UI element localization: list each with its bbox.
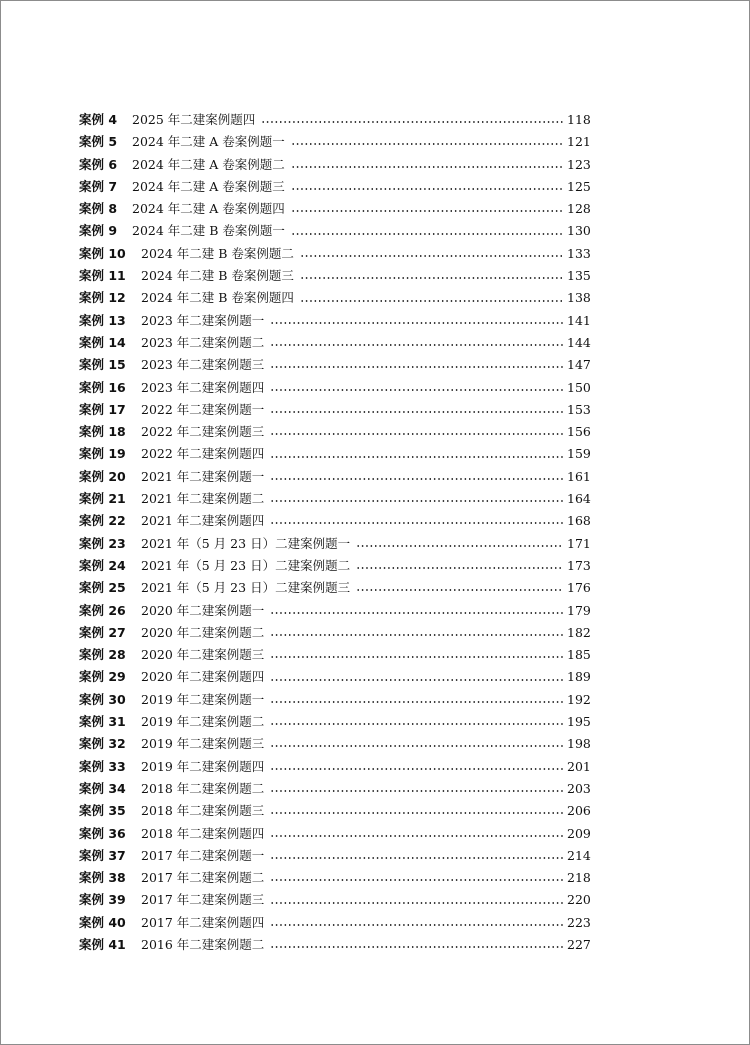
case-number: 案例 23 <box>79 535 126 551</box>
page-number: 159 <box>567 446 591 462</box>
page-number: 227 <box>567 936 591 952</box>
toc-entry[interactable] <box>79 666 589 688</box>
case-number: 案例 18 <box>79 424 126 440</box>
case-number: 案例 26 <box>79 602 126 618</box>
case-title: 2016 年二建案例题二 <box>141 936 265 952</box>
page-number: 123 <box>567 156 591 172</box>
page-number: 144 <box>567 334 591 350</box>
case-title: 2020 年二建案例题二 <box>141 624 265 640</box>
case-number: 案例 12 <box>79 290 126 306</box>
case-title: 2020 年二建案例题四 <box>141 669 265 685</box>
dot-leader <box>270 522 563 524</box>
dot-leader <box>270 879 563 881</box>
dot-leader <box>356 589 563 591</box>
case-number: 案例 32 <box>79 736 126 752</box>
dot-leader <box>270 768 563 770</box>
case-title: 2021 年（5 月 23 日）二建案例题一 <box>141 535 351 551</box>
dot-leader <box>291 233 563 235</box>
page-number: 168 <box>567 513 591 529</box>
case-title: 2019 年二建案例题四 <box>141 758 265 774</box>
case-number: 案例 34 <box>79 780 126 796</box>
case-number: 案例 38 <box>79 870 126 886</box>
case-title: 2023 年二建案例题一 <box>141 312 265 328</box>
page-number: 164 <box>567 491 591 507</box>
toc-entry[interactable] <box>79 533 589 555</box>
case-number: 案例 9 <box>79 223 118 239</box>
page-number: 173 <box>567 557 591 573</box>
toc-entry[interactable] <box>79 823 589 845</box>
page-number: 141 <box>567 312 591 328</box>
case-title: 2019 年二建案例题一 <box>141 691 265 707</box>
case-title: 2017 年二建案例题二 <box>141 870 265 886</box>
dot-leader <box>270 366 563 368</box>
page-number: 195 <box>567 714 591 730</box>
case-title: 2017 年二建案例题四 <box>141 914 265 930</box>
case-title: 2019 年二建案例题三 <box>141 736 265 752</box>
toc-entry[interactable] <box>79 131 589 153</box>
case-number: 案例 27 <box>79 624 126 640</box>
case-number: 案例 41 <box>79 936 126 952</box>
toc-entry[interactable] <box>79 600 589 622</box>
page-number: 214 <box>567 847 591 863</box>
toc-entry[interactable] <box>79 622 589 644</box>
toc-entry[interactable] <box>79 867 589 889</box>
page-number: 220 <box>567 892 591 908</box>
toc-entry[interactable] <box>79 399 589 421</box>
toc-entry[interactable] <box>79 377 589 399</box>
toc-entry[interactable] <box>79 354 589 376</box>
page-number: 125 <box>567 178 591 194</box>
dot-leader <box>270 723 563 725</box>
case-title: 2021 年二建案例题二 <box>141 491 265 507</box>
page-number: 203 <box>567 780 591 796</box>
page-number: 121 <box>567 134 591 150</box>
dot-leader <box>291 188 563 190</box>
case-number: 案例 5 <box>79 134 118 150</box>
page-number: 185 <box>567 647 591 663</box>
page-number: 161 <box>567 468 591 484</box>
page-number: 150 <box>567 379 591 395</box>
case-title: 2023 年二建案例题二 <box>141 334 265 350</box>
case-title: 2021 年二建案例题四 <box>141 513 265 529</box>
dot-leader <box>270 701 563 703</box>
case-title: 2023 年二建案例题三 <box>141 357 265 373</box>
case-title: 2024 年二建 A 卷案例题三 <box>132 178 285 194</box>
dot-leader <box>291 143 563 145</box>
toc-entry[interactable] <box>79 243 589 265</box>
case-title: 2022 年二建案例题三 <box>141 424 265 440</box>
toc-entry[interactable] <box>79 845 589 867</box>
dot-leader <box>270 946 563 948</box>
page-number: 189 <box>567 669 591 685</box>
toc-entry[interactable] <box>79 800 589 822</box>
case-number: 案例 28 <box>79 647 126 663</box>
case-title: 2021 年二建案例题一 <box>141 468 265 484</box>
case-number: 案例 4 <box>79 112 118 127</box>
page-number: 153 <box>567 401 591 417</box>
dot-leader <box>270 500 563 502</box>
page-number: 182 <box>567 624 591 640</box>
page-number: 147 <box>567 357 591 373</box>
case-title: 2018 年二建案例题三 <box>141 803 265 819</box>
dot-leader <box>270 344 563 346</box>
dot-leader <box>270 433 563 435</box>
dot-leader <box>270 478 563 480</box>
case-number: 案例 6 <box>79 156 118 172</box>
page-number: 128 <box>567 201 591 217</box>
page-number: 201 <box>567 758 591 774</box>
toc-entry[interactable] <box>79 198 589 220</box>
case-title: 2017 年二建案例题三 <box>141 892 265 908</box>
page-number: 138 <box>567 290 591 306</box>
case-title: 2020 年二建案例题一 <box>141 602 265 618</box>
dot-leader <box>300 300 563 302</box>
page-number: 135 <box>567 268 591 284</box>
case-number: 案例 8 <box>79 201 118 217</box>
toc-entry[interactable] <box>79 555 589 577</box>
toc-entry[interactable] <box>79 934 589 956</box>
dot-leader <box>270 679 563 681</box>
case-title: 2021 年（5 月 23 日）二建案例题三 <box>141 580 351 596</box>
page-number: 156 <box>567 424 591 440</box>
toc-entry[interactable] <box>79 443 589 465</box>
dot-leader <box>270 456 563 458</box>
case-number: 案例 17 <box>79 401 126 417</box>
dot-leader <box>270 634 563 636</box>
case-number: 案例 22 <box>79 513 126 529</box>
case-number: 案例 30 <box>79 691 126 707</box>
toc-entry[interactable] <box>79 421 589 443</box>
case-title: 2023 年二建案例题四 <box>141 379 265 395</box>
dot-leader <box>270 790 563 792</box>
page-number: 209 <box>567 825 591 841</box>
toc-entry[interactable] <box>79 310 589 332</box>
case-title: 2018 年二建案例题四 <box>141 825 265 841</box>
case-title: 2024 年二建 A 卷案例题二 <box>132 156 285 172</box>
page-number: 218 <box>567 870 591 886</box>
case-title: 2024 年二建 B 卷案例题三 <box>141 268 294 284</box>
page-number: 192 <box>567 691 591 707</box>
case-number: 案例 10 <box>79 245 126 261</box>
dot-leader <box>291 166 563 168</box>
case-number: 案例 19 <box>79 446 126 462</box>
case-title: 2025 年二建案例题四 <box>132 112 256 127</box>
toc-entry[interactable] <box>79 756 589 778</box>
case-number: 案例 37 <box>79 847 126 863</box>
case-title: 2018 年二建案例题二 <box>141 780 265 796</box>
case-number: 案例 13 <box>79 312 126 328</box>
page-number: 179 <box>567 602 591 618</box>
dot-leader <box>270 857 563 859</box>
case-title: 2024 年二建 B 卷案例题四 <box>141 290 294 306</box>
toc-entry[interactable] <box>79 265 589 287</box>
case-number: 案例 7 <box>79 178 118 194</box>
case-number: 案例 21 <box>79 491 126 507</box>
case-title: 2022 年二建案例题四 <box>141 446 265 462</box>
case-number: 案例 31 <box>79 714 126 730</box>
toc-entry[interactable] <box>79 176 589 198</box>
case-number: 案例 24 <box>79 557 126 573</box>
toc-entry[interactable] <box>79 711 589 733</box>
case-title: 2024 年二建 A 卷案例题四 <box>132 201 285 217</box>
table-of-contents <box>79 109 589 956</box>
dot-leader <box>270 812 563 814</box>
toc-entry[interactable] <box>79 488 589 510</box>
page-number: 223 <box>567 914 591 930</box>
case-number: 案例 15 <box>79 357 126 373</box>
toc-entry[interactable] <box>79 109 589 131</box>
dot-leader <box>291 210 563 212</box>
toc-entry[interactable] <box>79 287 589 309</box>
case-title: 2024 年二建 B 卷案例题二 <box>141 245 294 261</box>
case-number: 案例 14 <box>79 334 126 350</box>
dot-leader <box>300 277 563 279</box>
toc-entry[interactable] <box>79 220 589 242</box>
toc-entry[interactable] <box>79 689 589 711</box>
dot-leader <box>270 656 563 658</box>
dot-leader <box>270 389 563 391</box>
page-number: 198 <box>567 736 591 752</box>
dot-leader <box>270 322 563 324</box>
dot-leader <box>356 545 563 547</box>
case-number: 案例 33 <box>79 758 126 774</box>
toc-entry[interactable] <box>79 889 589 911</box>
case-number: 案例 40 <box>79 914 126 930</box>
toc-entry[interactable] <box>79 912 589 934</box>
toc-entry[interactable] <box>79 577 589 599</box>
dot-leader <box>270 835 563 837</box>
toc-entry[interactable] <box>79 644 589 666</box>
case-number: 案例 25 <box>79 580 126 596</box>
page-number: 171 <box>567 535 591 551</box>
case-title: 2024 年二建 B 卷案例题一 <box>132 223 285 239</box>
case-number: 案例 36 <box>79 825 126 841</box>
page-number: 130 <box>567 223 591 239</box>
case-title: 2024 年二建 A 卷案例题一 <box>132 134 285 150</box>
dot-leader <box>270 902 563 904</box>
case-number: 案例 11 <box>79 268 126 284</box>
case-title: 2021 年（5 月 23 日）二建案例题二 <box>141 557 351 573</box>
case-number: 案例 29 <box>79 669 126 685</box>
dot-leader <box>300 255 563 257</box>
case-number: 案例 16 <box>79 379 126 395</box>
dot-leader <box>261 121 563 123</box>
case-title: 2017 年二建案例题一 <box>141 847 265 863</box>
toc-entry[interactable] <box>79 733 589 755</box>
dot-leader <box>270 924 563 926</box>
case-title: 2022 年二建案例题一 <box>141 401 265 417</box>
case-title: 2020 年二建案例题三 <box>141 647 265 663</box>
case-number: 案例 35 <box>79 803 126 819</box>
page-number: 176 <box>567 580 591 596</box>
toc-entry[interactable] <box>79 154 589 176</box>
toc-entry[interactable] <box>79 466 589 488</box>
dot-leader <box>270 411 563 413</box>
page-number: 206 <box>567 803 591 819</box>
case-number: 案例 39 <box>79 892 126 908</box>
toc-entry[interactable] <box>79 332 589 354</box>
dot-leader <box>356 567 563 569</box>
case-number: 案例 20 <box>79 468 126 484</box>
toc-entry[interactable] <box>79 510 589 532</box>
dot-leader <box>270 745 563 747</box>
page-number: 118 <box>567 112 591 127</box>
page-number: 133 <box>567 245 591 261</box>
case-title: 2019 年二建案例题二 <box>141 714 265 730</box>
toc-entry[interactable] <box>79 778 589 800</box>
dot-leader <box>270 612 563 614</box>
